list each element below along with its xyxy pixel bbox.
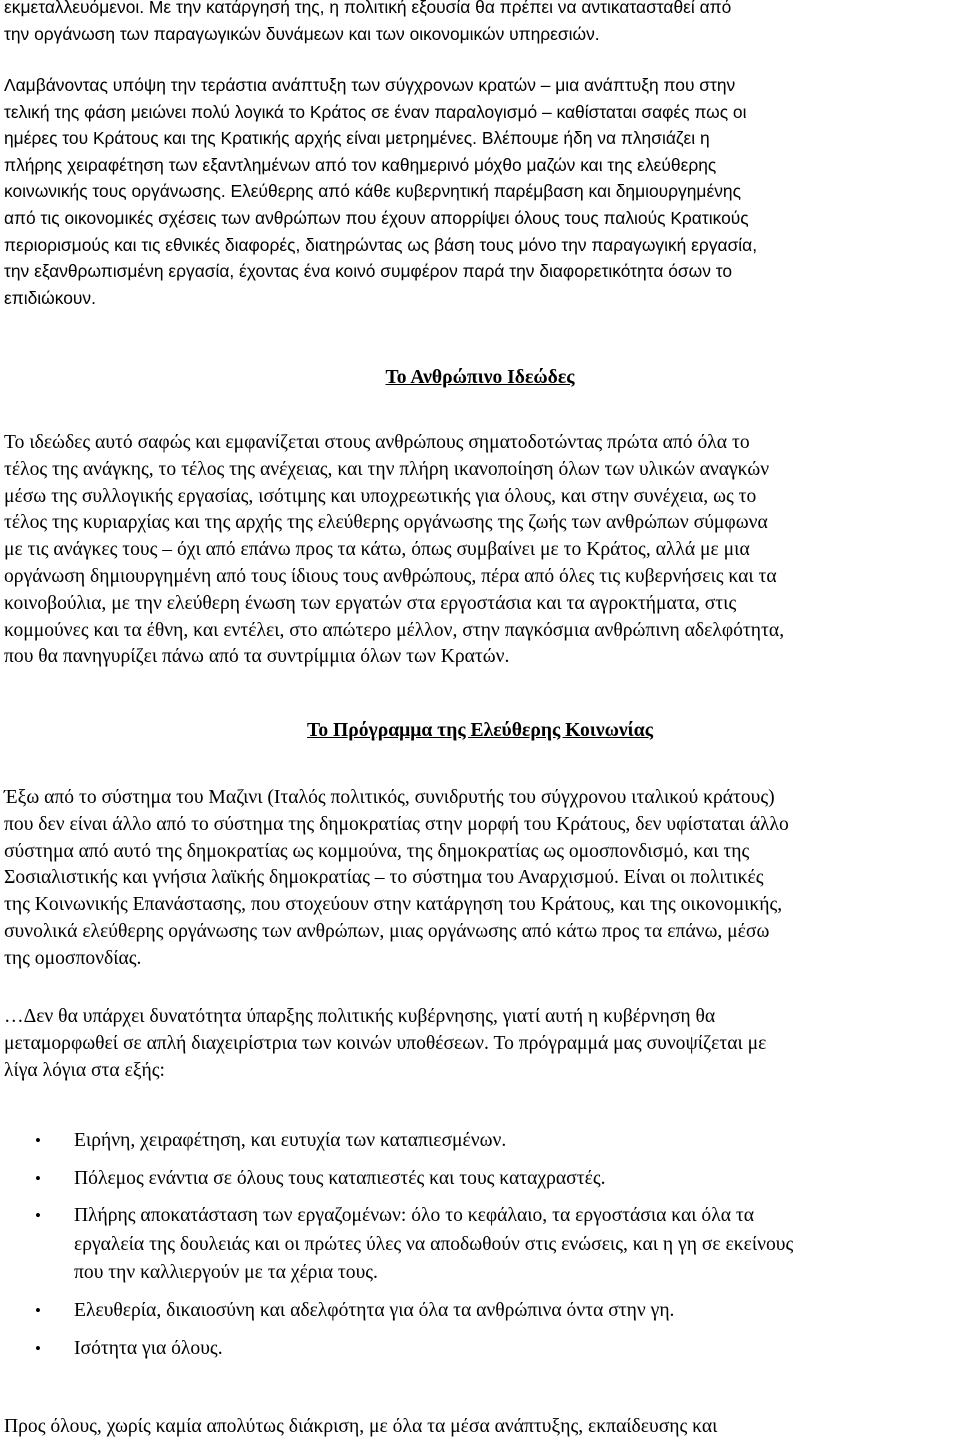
section-heading-program: Το Πρόγραμμα της Ελεύθερης Κοινωνίας	[307, 720, 653, 741]
text-line: ημέρες του Κράτους και της Κρατικής αρχής είναι μετρημένες. Βλέπουμε ήδη να πλησιάζει η	[4, 128, 710, 149]
text-line: Το ιδεώδες αυτό σαφώς και εμφανίζεται στους ανθρώπους σηματοδοτώντας πρώτα από όλα το	[4, 432, 750, 453]
text-line: σύστημα από αυτό της δημοκρατίας ως κομμούνα, της δημοκρατίας ως ομοσπονδισμό, και της	[4, 840, 750, 862]
bullet-icon: •	[35, 1338, 41, 1358]
text-line: τελική της φάση μειώνει πολύ λογικά το Κράτος σε έναν παραλογισμό – καθίσταται σαφές πως οι	[4, 101, 747, 122]
text-line: από τις οικονομικές σχέσεις των ανθρώπων που έχουν απορρίψει όλους τους παλιούς Κρατικούς	[4, 207, 749, 228]
paragraph-intro-tail	[4, 0, 731, 47]
text-line: τέλος της ανάγκης, το τέλος της ανέχειας, και την πλήρη ικανοποίηση όλων των υλικών αναγκών	[4, 458, 770, 480]
bullet-icon: •	[35, 1206, 41, 1226]
text-line: την εξανθρωπισμένη εργασία, έχοντας ένα κοινό συμφέρον παρά την διαφορετικότητα όσων το	[4, 261, 733, 282]
text-line: εργαλεία της δουλειάς και οι πρώτες ύλες να αποδωθούν στις ενώσεις, και η γη σε εκείνους	[74, 1233, 794, 1255]
paragraph-closing	[4, 1414, 717, 1441]
text-line: που θα πανηγυρίζει πάνω από τα συντρίμμια όλων των Κρατών.	[4, 646, 510, 668]
text-line: Σοσιαλιστικής και γνήσια λαϊκής δημοκρατίας – το σύστημα του Αναρχισμού. Είναι οι πολιτικές	[4, 867, 764, 889]
text-line: την οργάνωση των παραγωγικών δυνάμεων και των οικονομικών υπηρεσιών.	[4, 23, 600, 44]
text-line: Ειρήνη, χειραφέτηση, και ευτυχία των καταπιεσμένων.	[74, 1130, 507, 1151]
text-line: τέλος της κυριαρχίας και της αρχής της ελεύθερης οργάνωσης της ζωής των ανθρώπων σύμφωνα	[4, 512, 768, 534]
text-line: κοινωνικής τους οργάνωσης. Ελεύθερης από κάθε κυβερνητική παρέμβαση και δημιουργημένης	[4, 181, 741, 202]
list-item	[4, 1127, 793, 1156]
text-line: Λαμβάνοντας υπόψη την τεράστια ανάπτυξη των σύγχρονων κρατών – μια ανάπτυξη που στην	[4, 75, 736, 95]
paragraph-program	[4, 785, 789, 973]
text-line: με τις ανάγκες τους – όχι από επάνω προς τα κάτω, όπως συμβαίνει με το Κράτος, αλλά με μια	[4, 539, 750, 561]
text-line: οργάνωση δημιουργημένη από τους ίδιους τους ανθρώπους, πέρα από όλες τις κυβερνήσεις και τα	[4, 565, 777, 587]
list-item	[4, 1297, 793, 1326]
text-line: πλήρης χειραφέτηση των εξαντλημένων από τον καθημερινό μόχθο μαζών και της ελεύθερης	[4, 154, 717, 175]
text-line: της ομοσπονδίας.	[4, 947, 142, 969]
list-item	[4, 1335, 793, 1364]
bullet-icon: •	[35, 1131, 41, 1150]
text-line: Ισότητα για όλους.	[74, 1337, 223, 1359]
text-line: …Δεν θα υπάρχει δυνατότητα ύπαρξης πολιτικής κυβέρνησης, γιατί αυτή η κυβέρνηση θα	[4, 1006, 716, 1027]
bullet-icon: •	[35, 1300, 41, 1320]
text-line: που την καλλιεργούν με τα χέρια τους.	[74, 1262, 378, 1284]
text-line: περιορισμούς και τις εθνικές διαφορές, διατηρώντας ως βάση τους μόνο την παραγωγική εργασία,	[4, 234, 758, 255]
program-bullet-list	[4, 1127, 793, 1363]
text-line: κομμούνες και τα έθνη, και εντέλει, στο απώτερο μέλλον, στην παγκόσμια ανθρώπινη αδελφότητα,	[4, 619, 785, 641]
bullet-icon: •	[35, 1168, 41, 1188]
section-heading-human-ideal: Το Ανθρώπινο Ιδεώδες	[385, 367, 575, 388]
text-line: της Κοινωνικής Επανάστασης, που στοχεύουν στην κατάργηση του Κράτους, και της οικονομικής,	[4, 894, 783, 916]
text-line: Ελευθερία, δικαιοσύνη και αδελφότητα για όλα τα ανθρώπινα όντα στην γη.	[74, 1299, 675, 1321]
text-line: εκμεταλλευόμενοι. Με την κατάργησή της, η πολιτική εξουσία θα πρέπει να αντικατασταθεί από	[4, 0, 732, 17]
list-item	[4, 1202, 793, 1288]
list-item	[4, 1165, 793, 1194]
paragraph-program-summary	[4, 1004, 766, 1084]
text-line: επιδιώκουν.	[4, 287, 96, 308]
text-line: Πόλεμος ενάντια σε όλους τους καταπιεστές και τους καταχραστές.	[74, 1167, 606, 1189]
text-line: Έξω από το σύστημα του Μαζινι (Ιταλός πολιτικός, συνιδρυτής του σύγχρονου ιταλικού κράτους)	[4, 787, 775, 808]
text-line: Προς όλους, χωρίς καμία απολύτως διάκριση, με όλα τα μέσα ανάπτυξης, εκπαίδευσης και	[4, 1416, 718, 1437]
text-line: μεταμορφωθεί σε απλή διαχειρίστρια των κοινών υποθέσεων. Το πρόγραμμά μας συνοψίζεται με	[4, 1032, 767, 1054]
text-line: που δεν είναι άλλο από το σύστημα της δημοκρατίας στην μορφή του Κράτους, δεν υφίσταται άλλο	[4, 813, 789, 835]
text-line: μέσω της συλλογικής εργασίας, ισότιμης και υποχρεωτικής για όλους, και στην συνέχεια, ως το	[4, 485, 757, 507]
paragraph-human-ideal	[4, 430, 784, 671]
text-line: Πλήρης αποκατάσταση των εργαζομένων: όλο το κεφάλαιο, τα εργοστάσια και όλα τα	[74, 1205, 755, 1227]
text-line: λίγα λόγια στα εξής:	[4, 1059, 165, 1081]
paragraph-state-development	[4, 72, 757, 311]
text-line: κοινοβούλια, με την ελεύθερη ένωση των εργατών στα εργοστάσια και τα αγροκτήματα, στις	[4, 592, 737, 614]
text-line: συνολικά ελεύθερης οργάνωσης των ανθρώπων, μιας οργάνωσης από κάτω προς τα επάνω, μέσω	[4, 920, 770, 942]
